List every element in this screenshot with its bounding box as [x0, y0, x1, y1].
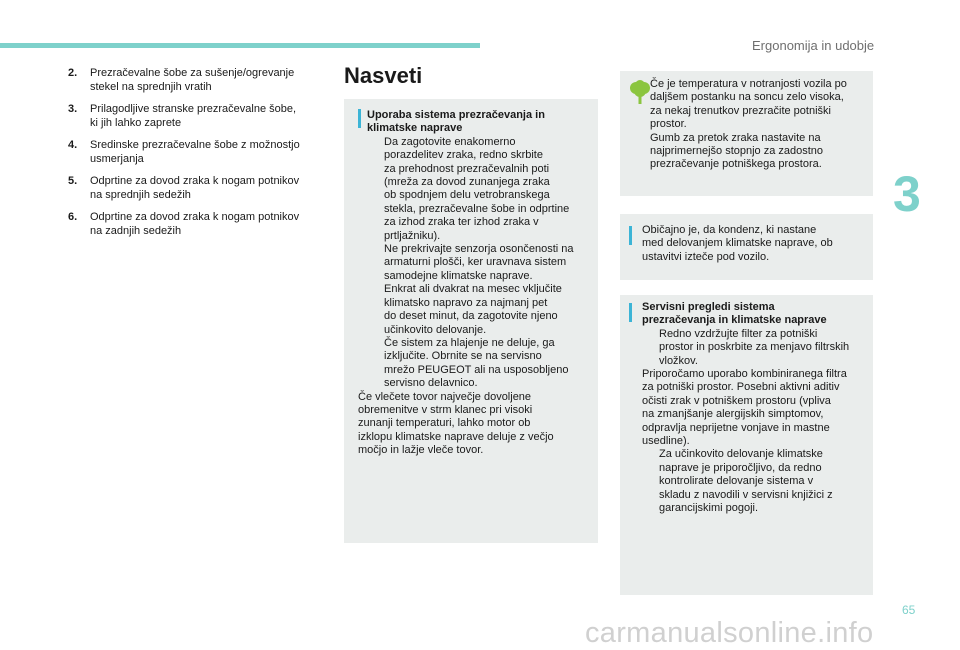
header-accent-bar — [0, 43, 480, 48]
bullet-glyph-icon — [367, 337, 384, 391]
list-item — [68, 102, 330, 130]
bullet-glyph-icon — [642, 328, 659, 368]
info-box-condensation — [620, 214, 873, 280]
bullet-text: Če sistem za hlajenje ne deluje, ga izključite. Obrnite se na servisno mrežo PEUGEOT ali na usposobljeno servisno delavnico. — [384, 336, 569, 390]
bullet-glyph-icon — [367, 136, 384, 243]
bullet-item — [367, 243, 595, 283]
bullet-text: Za učinkovito delovanje klimatske naprave je priporočljivo, da redno kontrolirate delovanje sistema v skladu z navodili v servisni knjižici z garancijskimi pogoji. — [659, 448, 833, 515]
chapter-number: 3 — [893, 166, 921, 222]
list-item-number: 5. — [68, 175, 78, 187]
list-item — [68, 138, 330, 166]
bullet-item — [367, 283, 595, 337]
list-item-text: Odprtine za dovod zraka k nogam potnikov na sprednjih sedežih — [90, 175, 300, 201]
eco-leaf-icon — [629, 80, 651, 104]
bullet-glyph-icon — [367, 243, 384, 283]
info-box-paragraph: Če vlečete tovor največje dovoljene obremenitve v strm klanec pri visoki zunanji temperaturi, lahko motor ob izklopu klimatske naprave deluje z večjo močjo in lažje vleče tovor. — [358, 390, 554, 457]
info-box-content — [358, 109, 595, 458]
info-box-ac-usage — [344, 99, 598, 543]
eco-tip-paragraph: Če je temperatura v notranjosti vozila po daljšem postanku na soncu zelo visoka, za nekaj trenutkov prezračite potniški prostor. — [650, 78, 847, 131]
numbered-list — [68, 66, 330, 246]
bullet-glyph-icon — [642, 448, 659, 515]
list-item-text: Odprtine za dovod zraka k nogam potnikov na zadnjih sedežih — [90, 211, 300, 237]
list-item — [68, 174, 330, 202]
bullet-item — [642, 448, 871, 515]
list-item-text: Prilagodljive stranske prezračevalne šobe, ki jih lahko zaprete — [90, 103, 297, 129]
list-item — [68, 210, 330, 238]
list-item — [68, 66, 330, 94]
list-item-text: Sredinske prezračevalne šobe z možnostjo usmerjanja — [90, 139, 300, 165]
info-box-title: Servisni pregledi sistema prezračevanja in klimatske naprave — [642, 301, 827, 327]
info-box-servicing — [620, 295, 873, 595]
info-box-content — [642, 301, 871, 516]
tips-heading: Nasveti — [344, 63, 423, 88]
list-item-text: Prezračevalne šobe za sušenje/ogrevanje stekel na sprednjih vratih — [90, 67, 295, 93]
list-item-number: 4. — [68, 139, 78, 151]
info-box-paragraph: Običajno je, da kondenz, ki nastane med delovanjem klimatske naprave, ob ustavitvi izteče pod vozilo. — [642, 224, 833, 263]
info-marker-icon — [629, 226, 632, 245]
list-item-number: 2. — [68, 67, 78, 79]
info-marker-icon — [629, 303, 632, 322]
bullet-text: Da zagotovite enakomerno porazdelitev zraka, redno skrbite za prehodnost prezračevalnih poti (mreža za dovod zunanjega zraka ob spodnjem delu vetrobranskega stekla, prezračevalne šobe in odprtine za izhod zraka ter izhod zraka v prtljažniku). — [384, 135, 570, 242]
list-item-number: 3. — [68, 103, 78, 115]
bullet-text: Enkrat ali dvakrat na mesec vključite klimatsko napravo za najmanj pet do deset minut, da zagotovite njeno učinkovito delovanje. — [384, 283, 562, 336]
info-box-paragraph: Priporočamo uporabo kombiniranega filtra za potniški prostor. Posebni aktivni aditiv očisti zrak v potniškem prostoru (vpliva na zmanjšanje alergijskih simptomov, odpravlja neprijetne vonjave in mastne usedline). — [642, 368, 847, 448]
page-number: 65 — [902, 603, 916, 617]
bullet-glyph-icon — [367, 283, 384, 337]
info-box-content — [642, 224, 870, 264]
info-box-title: Uporaba sistema prezračevanja in klimatske naprave — [367, 109, 545, 135]
bullet-item — [642, 328, 871, 368]
eco-tip-paragraph: Gumb za pretok zraka nastavite na najprimernejšo stopnjo za zadostno prezračevanje potniškega prostora. — [650, 131, 824, 171]
watermark: carmanualsonline.info — [585, 617, 874, 649]
eco-tip-box — [620, 71, 873, 196]
section-title: Ergonomija in udobje — [752, 38, 875, 53]
bullet-text: Ne prekrivajte senzorja osončenosti na armaturni plošči, ker uravnava sistem samodejne klimatske naprave. — [384, 243, 574, 282]
bullet-text: Redno vzdržujte filter za potniški prostor in poskrbite za menjavo filtrskih vložkov. — [659, 327, 850, 367]
eco-tip-content — [650, 78, 870, 172]
bullet-item — [367, 337, 595, 391]
list-item-number: 6. — [68, 211, 78, 223]
bullet-item — [367, 136, 595, 243]
info-marker-icon — [358, 109, 361, 128]
